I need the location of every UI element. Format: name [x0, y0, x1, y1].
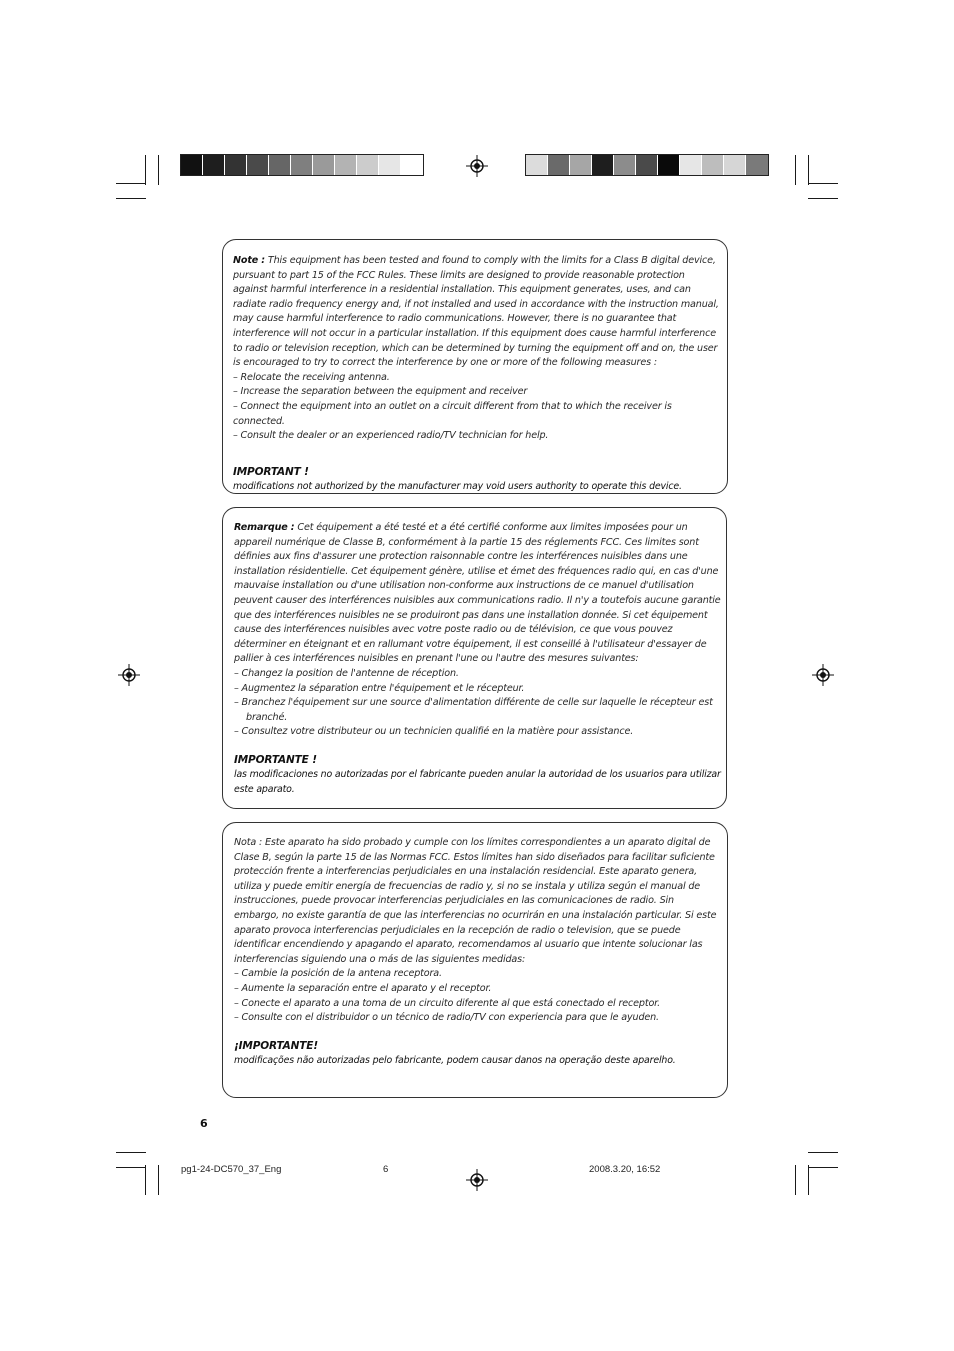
color-swatch: [203, 155, 225, 175]
color-swatch: [614, 155, 636, 175]
notice-lead: Remarque :: [234, 522, 295, 533]
registration-mark-icon: [118, 664, 140, 686]
color-swatch: [680, 155, 702, 175]
color-swatch: [526, 155, 548, 175]
page-number: 6: [200, 1117, 208, 1130]
fcc-notice-french: [222, 507, 727, 809]
color-swatch: [636, 155, 658, 175]
list-item: – Consultez votre distributeur ou un technicien qualifié en la matière pour assistance.: [234, 726, 634, 738]
color-swatch: [247, 155, 269, 175]
important-heading: IMPORTANTE !: [234, 753, 317, 766]
notice-body: [233, 254, 719, 371]
color-swatch: [570, 155, 592, 175]
registration-mark-icon: [466, 155, 488, 177]
fcc-notice-english: [222, 239, 728, 494]
footer-timestamp: 2008.3.20, 16:52: [589, 1164, 661, 1175]
list-item: – Conecte el aparato a una toma de un circuito diferente al que está conectado el receptor.: [234, 997, 660, 1009]
grayscale-bar-right: [525, 154, 769, 176]
important-heading: ¡IMPORTANTE!: [234, 1039, 318, 1052]
color-swatch: [702, 155, 724, 175]
list-item: – Changez la position de l'antenne de réception.: [234, 667, 459, 679]
important-heading: IMPORTANT !: [233, 465, 309, 478]
important-text: modifications not authorized by the manufacturer may void users authority to operate this device.: [233, 480, 682, 492]
list-item: – Augmentez la séparation entre l'équipement et le récepteur.: [234, 682, 525, 694]
important-text: modificações não autorizadas pelo fabricante, podem causar danos na operação deste aparelho.: [234, 1054, 676, 1066]
important-text: las modificaciones no autorizadas por el fabricante pueden anular la autoridad de los usuarios para utilizar este aparato.: [234, 768, 721, 795]
registration-mark-icon: [812, 664, 834, 686]
color-swatch: [181, 155, 203, 175]
list-item: – Consult the dealer or an experienced radio/TV technician for help.: [233, 430, 549, 442]
notice-text: Cet équipement a été testé et a été certifié conforme aux limites imposées pour un appareil numérique de Classe B, conformément à la partie 15 des réglements FCC. Ces limites sont définies aux fins d'assurer une protection raisonnable contre les interférences nuisibles dans une installation résidentielle. Cet équipement génère, utilise et émet des fréquences radio qui, en cas d'une mauvaise installation ou d'une utilisation non-conforme aux instructions de ce manuel d'utilisation peuvent causer des interférences nuisibles aux communications radio. Il n'y a toutefois aucune garantie que des interférences nuisibles ne se produiront pas dans une installation donnée. Si cet équipement cause des interférences nuisibles avec votre poste radio ou de télévision, ce que vous pouvez déterminer en éteignant et en rallumant votre équipement, il est conseillé à l'utilisateur d'essayer de pallier à ces interférences nuisibles en prenant l'une ou l'autre des mesures suivantes:: [234, 522, 721, 665]
fcc-notice-spanish: [222, 822, 728, 1098]
list-item: – Branchez l'équipement sur une source d'alimentation différente de celle sur laquelle le récepteur est branché.: [234, 697, 713, 723]
color-swatch: [313, 155, 335, 175]
list-item: – Connect the equipment into an outlet on a circuit different from that to which the receiver is connected.: [233, 400, 672, 427]
color-swatch: [724, 155, 746, 175]
color-swatch: [357, 155, 379, 175]
notice-text: This equipment has been tested and found to comply with the limits for a Class B digital device, pursuant to part 15 of the FCC Rules. These limits are designed to provide reasonable protection against harmful interference in a residential installation. This equipment generates, uses, and can radiate radio frequency energy and, if not installed and used in accordance with the instruction manual, may cause harmful interference to radio communications. However, there is no guarantee that interference will not occur in a particular installation. If this equipment does cause harmful interference to radio or television reception, which can be determined by turning the equipment off and on, the user is encouraged to try to correct the interference by one or more of the following measures :: [233, 255, 719, 369]
color-swatch: [401, 155, 423, 175]
list-item: – Cambie la posición de la antena receptora.: [234, 968, 442, 980]
notice-body: [234, 521, 721, 667]
color-swatch: [225, 155, 247, 175]
grayscale-bar-left: [180, 154, 424, 176]
notice-lead: Note :: [233, 255, 265, 266]
list-item: – Increase the separation between the equipment and receiver: [233, 386, 528, 398]
notice-text: Nota : Este aparato ha sido probado y cumple con los límites correspondientes a un aparato digital de Clase B, según la parte 15 de las Normas FCC. Estos límites han sido diseñados para facilitar suficiente protección frente a interferencias perjudiciales en una instalación residencial. Este aparato genera, utiliza y puede emitir energía de frecuencias de radio y, si no se instala y utiliza según el manual de instrucciones, puede provocar interferencias perjudiciales en las comunicaciones de radio. Sin embargo, no existe garantía de que las interferencias no ocurrirán en una instalación particular. Si este aparato provoca interferencias perjudiciales en la recepción de radio o television, que se puede identificar encendiendo y apagando el aparato, recomendamos al usuario que intente solucionar las interferencias siguiendo una o más de las siguientes medidas:: [234, 837, 717, 965]
color-swatch: [746, 155, 768, 175]
registration-mark-icon: [466, 1169, 488, 1191]
footer-page: 6: [383, 1164, 389, 1175]
list-item: – Aumente la separación entre el aparato y el receptor.: [234, 982, 492, 994]
color-swatch: [658, 155, 680, 175]
list-item: – Consulte con el distribuidor o un técnico de radio/TV con experiencia para que le ayuden.: [234, 1012, 659, 1024]
color-swatch: [379, 155, 401, 175]
color-swatch: [592, 155, 614, 175]
color-swatch: [269, 155, 291, 175]
color-swatch: [548, 155, 570, 175]
color-swatch: [335, 155, 357, 175]
color-swatch: [291, 155, 313, 175]
list-item: – Relocate the receiving antenna.: [233, 371, 390, 383]
footer-filename: pg1-24-DC570_37_Eng: [181, 1164, 282, 1175]
